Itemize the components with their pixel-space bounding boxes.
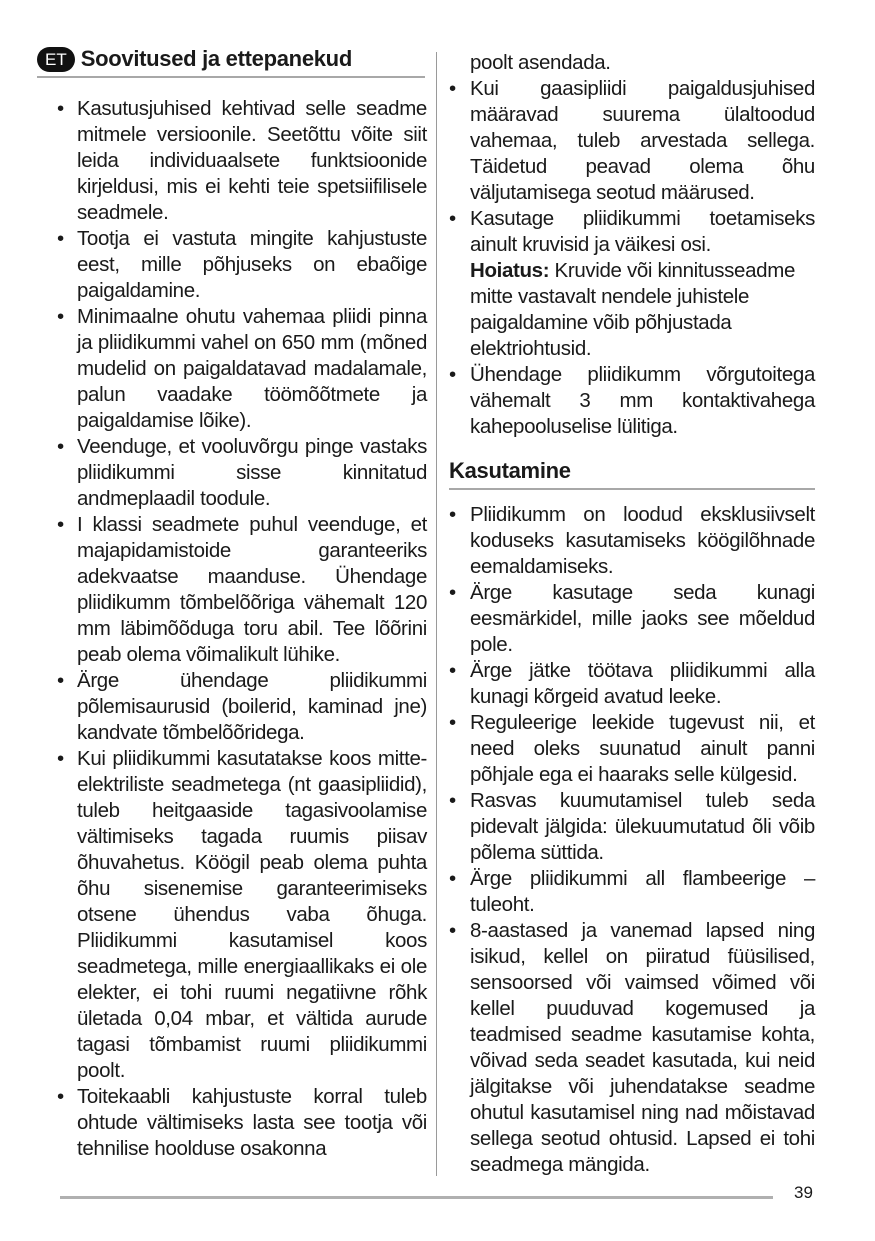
list-item: • Rasvas kuumutamisel tuleb seda pidevalt jälgida: ülekuumutatud õli võib põlema süttida. <box>449 789 815 864</box>
section-title: Kasutamine <box>449 458 571 483</box>
list-item: • Tootja ei vastuta mingite kahjustuste eest, mille põhjuseks on ebaõige paigaldamine. <box>57 227 427 302</box>
list-item: • Toitekaabli kahjustuste korral tuleb ohtude vältimiseks lasta see tootja või tehnilise hoolduse osakonna <box>57 1085 427 1160</box>
list-item: • Ärge ühendage pliidikummi põlemisaurusid (boilerid, kaminad jne) kandvate tõmbelõõridega. <box>57 669 427 744</box>
bullet-icon: • <box>57 305 64 328</box>
section-heading-recommendations <box>37 46 425 78</box>
bullet-icon: • <box>57 669 64 692</box>
left-column <box>37 46 427 1162</box>
bullet-icon: • <box>449 919 456 942</box>
list-item: • Ärge pliidikummi all flambeerige – tuleoht. <box>449 867 815 916</box>
bullet-icon: • <box>449 363 456 386</box>
usage-list <box>449 502 815 1178</box>
bullet-icon: • <box>449 77 456 100</box>
list-item: • Ühendage pliidikumm võrgutoitega vähemalt 3 mm kontaktivahega kahepooluselise lülitiga. <box>449 363 815 438</box>
warning-note <box>449 258 815 362</box>
footer-rule <box>60 1196 773 1199</box>
bullet-icon: • <box>57 227 64 250</box>
language-badge: ET <box>37 47 75 72</box>
list-item: • Kasutage pliidikummi toetamiseks ainult kruvisid ja väikesi osi. <box>449 207 815 256</box>
continuation-text: poolt asendada. <box>470 51 611 74</box>
bullet-icon: • <box>449 581 456 604</box>
bullet-icon: • <box>449 711 456 734</box>
recommendations-list-continued <box>449 76 815 258</box>
right-column <box>449 50 815 1178</box>
bullet-icon: • <box>57 435 64 458</box>
list-item: • Ärge kasutage seda kunagi eesmärkidel, mille jaoks see mõeldud pole. <box>449 581 815 656</box>
warning-label: Hoiatus: <box>470 259 550 282</box>
page-number: 39 <box>794 1183 813 1202</box>
column-divider <box>436 52 437 1176</box>
recommendations-list-end <box>449 362 815 440</box>
bullet-icon: • <box>57 1085 64 1108</box>
bullet-icon: • <box>57 747 64 770</box>
recommendations-list <box>37 96 427 1162</box>
section-title: Soovitused ja ettepanekud <box>80 46 352 71</box>
list-item: • 8-aastased ja vanemad lapsed ning isikud, kellel on piiratud füüsilised, sensoorsed või vaimsed võimed või kellel puuduvad kogemused ja teadmised seadme kasutamise kohta, võivad seda seadet kasutada, kui neid jälgitakse või juhendatakse seadme ohutul kasutamisel ning nad mõistavad sellega seotud ohtusid. Lapsed ei tohi seadmega mängida. <box>449 919 815 1176</box>
list-item: • Reguleerige leekide tugevust nii, et need oleks suunatud ainult panni põhjale ega ei haaraks selle külgesid. <box>449 711 815 786</box>
bullet-icon: • <box>449 659 456 682</box>
list-item: • Kasutusjuhised kehtivad selle seadme mitmele versioonile. Seetõttu võite siit leida individuaalsete funktsioonide kirjeldusi, mis ei kehti teie spetsiifilisele seadmele. <box>57 97 427 224</box>
list-item: • Veenduge, et vooluvõrgu pinge vastaks pliidikummi sisse kinnitatud andmeplaadil toodule. <box>57 435 427 510</box>
list-item: • Ärge jätke töötava pliidikummi alla kunagi kõrgeid avatud leeke. <box>449 659 815 708</box>
bullet-icon: • <box>57 97 64 120</box>
bullet-icon: • <box>449 867 456 890</box>
list-item: • Kui pliidikummi kasutatakse koos mitte-elektriliste seadmetega (nt gaasipliidid), tuleb heitgaaside tagasivoolamise vältimiseks tagada ruumis piisav õhuvahetus. Köögil peab olema puhta õhu sisenemise garanteerimiseks otsene ühendus vaba õhuga. Pliidikummi kasutamisel koos seadmetega, mille energiaallikaks ei ole elekter, ei tohi ruumi negatiivne rõhk ületada 0,04 mbar, et vältida aurude tagasi tõmbamist ruumi pliidikummi poolt. <box>57 747 427 1082</box>
list-item: • Kui gaasipliidi paigaldusjuhised määravad suurema ülaltoodud vahemaa, tuleb arvestada sellega. Täidetud peavad olema õhu väljutamisega seotud määrused. <box>449 77 815 204</box>
list-item: • Pliidikumm on loodud eksklusiivselt koduseks kasutamiseks köögilõhnade eemaldamiseks. <box>449 503 815 578</box>
bullet-icon: • <box>57 513 64 536</box>
section-heading-usage <box>449 458 815 490</box>
bullet-icon: • <box>449 207 456 230</box>
bullet-icon: • <box>449 503 456 526</box>
list-item: • Minimaalne ohutu vahemaa pliidi pinna ja pliidikummi vahel on 650 mm (mõned mudelid on paigaldatavad madalamale, palun vaadake töömõõtmete ja paigaldamise lõike). <box>57 305 427 432</box>
warning-text: Kruvide või kinnitusseadme mitte vastavalt nendele juhistele paigaldamine võib põhjustada elektriohtusid. <box>470 259 795 360</box>
bullet-icon: • <box>449 789 456 812</box>
list-item: • I klassi seadmete puhul veenduge, et majapidamistoide garanteeriks adekvaatse maanduse. Ühendage pliidikumm tõmbelõõriga vähemalt 120 mm läbimõõduga toru abil. Tee lõõrini peab olema võimalikult lühike. <box>57 513 427 666</box>
